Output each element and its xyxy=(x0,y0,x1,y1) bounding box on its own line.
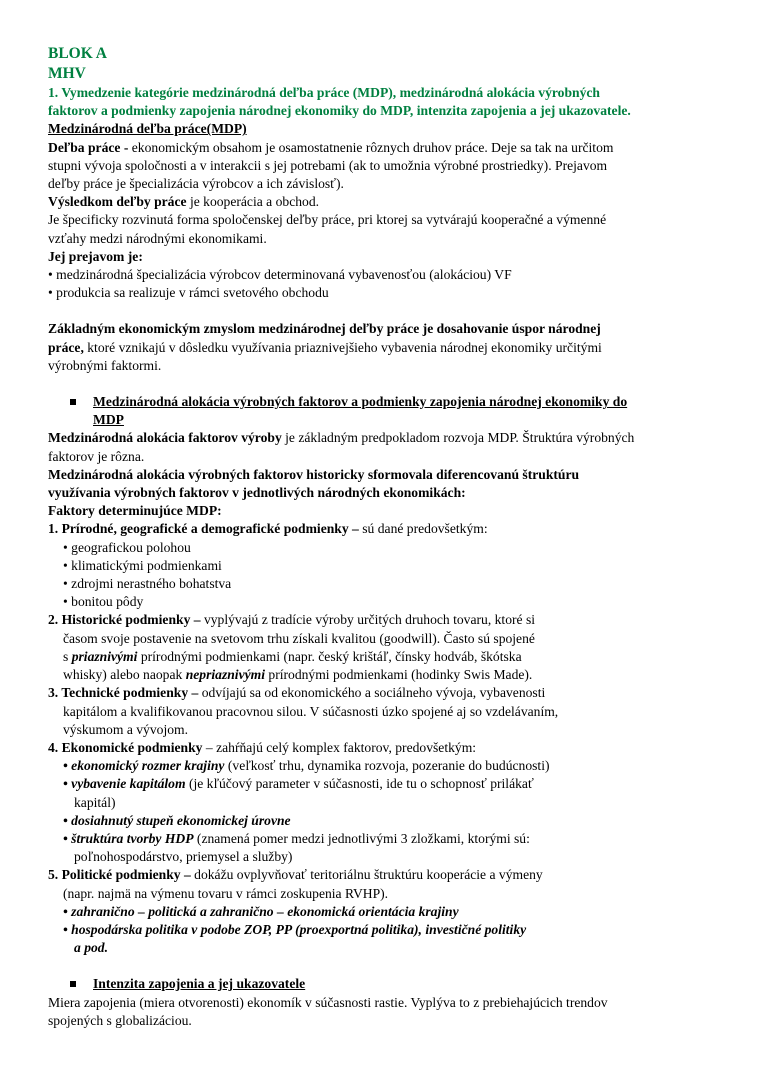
factor-heading: 1. Prírodné, geografické a demografické podmienky – xyxy=(48,521,359,537)
factor-4-line xyxy=(48,739,738,757)
bold-line: Faktory determinujúce MDP: xyxy=(48,503,222,519)
bold-line: Medzinárodná alokácia výrobných faktorov historicky sformovala diferencovanú štruktúru xyxy=(48,466,580,482)
factor-heading: 4. Ekonomické podmienky xyxy=(48,739,203,755)
text-run: je základným predpokladom rozvoja MDP. Štruktúra výrobných xyxy=(281,430,635,446)
paragraph-line: výskumom a vývojom. xyxy=(63,721,188,737)
text-run: (je kľúčový parameter v súčasnosti, ide tu o schopnosť prilákať xyxy=(185,776,534,792)
paragraph-line: stupni vývoja spoločnosti a v interakcii s jej potrebami (ak to umožnia výrobné prostriedky). Prejavom xyxy=(48,157,608,173)
paragraph-line xyxy=(48,139,738,157)
list-item-continuation: poľnohospodárstvo, priemysel a služby) xyxy=(74,849,293,865)
factor-heading: 3. Technické podmienky – xyxy=(48,685,199,701)
list-item xyxy=(48,757,738,775)
square-bullet-icon xyxy=(70,399,76,405)
paragraph-line: faktorov je rôzna. xyxy=(48,448,145,464)
spacer xyxy=(48,957,738,975)
bold-term: práce, xyxy=(48,339,84,355)
block-title: BLOK A xyxy=(48,45,108,62)
bold-italic-term: nepriaznivými xyxy=(185,667,266,683)
paragraph-line: (napr. najmä na výmenu tovaru v rámci zoskupenia RVHP). xyxy=(63,885,389,901)
bold-line: Jej prejavom je: xyxy=(48,248,143,264)
bullet-heading-line: Medzinárodná alokácia výrobných faktorov a podmienky zapojenia národnej ekonomiky do xyxy=(93,394,628,410)
factor-heading: 2. Historické podmienky – xyxy=(48,612,201,628)
text-run: – zahŕňajú celý komplex faktorov, predovšetkým: xyxy=(202,739,477,755)
section-bullet-intenzita xyxy=(48,975,738,993)
list-item: • zahraničnо – politická a zahraničnо – ekonomická orientácia krajiny xyxy=(63,903,459,919)
list-item: • bonitou pôdy xyxy=(63,594,144,610)
bold-line: využívania výrobných faktorov v jednotlivých národných ekonomikách: xyxy=(48,485,466,501)
factor-2-line xyxy=(48,611,738,629)
text-run: (veľkosť trhu, dynamika rozvoja, pozeranie do budúcnosti) xyxy=(224,758,550,774)
text-run: ktoré vznikajú v dôsledku využívania priaznivejšieho vybavenia národnej ekonomiky určitými xyxy=(83,339,602,355)
paragraph-line xyxy=(48,648,738,666)
paragraph-line xyxy=(48,429,738,447)
text-run: dokážu ovplyvňovať teritoriálnu štruktúru kooperácie a výmeny xyxy=(190,867,543,883)
paragraph-line: Je špecificky rozvinutá forma spoločenskej deľby práce, pri ktorej sa vytvárajú kooperačné a výmenné xyxy=(48,212,607,228)
paragraph-line: spojených s globalizáciou. xyxy=(48,1012,192,1028)
factor-heading: 5. Politické podmienky – xyxy=(48,867,191,883)
question-line-2: faktorov a podmienky zapojenia národnej ekonomiky do MDP, intenzita zapojenia a jej ukazovatele. xyxy=(48,103,631,119)
bullet-heading-line: Intenzita zapojenia a jej ukazovatele xyxy=(93,976,306,992)
paragraph-line xyxy=(48,193,738,211)
paragraph-line xyxy=(48,666,738,684)
bullet-heading-line: MDP xyxy=(93,412,124,428)
bold-italic-term: priaznivými xyxy=(71,648,138,664)
list-item: • dosiahnutý stupeň ekonomickej úrovne xyxy=(63,812,291,828)
subject-title: MHV xyxy=(48,65,86,82)
square-bullet-icon xyxy=(70,981,76,987)
text-run: ekonomickým obsahom je osamostatnenie rôznych druhov práce. Deje sa tak na určitom xyxy=(131,139,614,155)
list-item xyxy=(48,830,738,848)
list-item: • geografickou polohou xyxy=(63,539,191,555)
factor-5-line xyxy=(48,866,738,884)
text-run: s xyxy=(63,648,72,664)
bold-term: Deľba práce - xyxy=(48,139,132,155)
text-run: odvíjajú sa od ekonomického a sociálneho vývoja, vybavenosti xyxy=(198,685,546,701)
list-item-continuation: kapitál) xyxy=(74,794,116,810)
list-item xyxy=(48,775,738,793)
paragraph-line: časom svoje postavenie na svetovom trhu získali kvalitou (goodwill). Často sú spojené xyxy=(63,630,535,646)
factor-1-line xyxy=(48,520,738,538)
bold-italic-term: • vybavenie kapitálom xyxy=(63,776,186,792)
list-item: • produkcia sa realizuje v rámci svetového obchodu xyxy=(48,285,329,301)
bold-italic-term: • ekonomický rozmer krajiny xyxy=(63,758,225,774)
bold-term: Medzinárodná alokácia faktorov výroby xyxy=(48,430,282,446)
bold-term: Výsledkom deľby práce xyxy=(48,194,187,210)
list-item-continuation: a pod. xyxy=(74,940,108,956)
bold-line: Základným ekonomickým zmyslom medzinárodnej deľby práce je dosahovanie úspor národnej xyxy=(48,321,601,337)
paragraph-line: výrobnými faktormi. xyxy=(48,357,162,373)
spacer xyxy=(48,375,738,393)
spacer xyxy=(48,302,738,320)
text-run: sú dané predovšetkým: xyxy=(358,521,488,537)
list-item: • zdrojmi nerastného bohatstva xyxy=(63,576,232,592)
paragraph-line: deľby práce je špecializácia výrobcov a ich závislosť). xyxy=(48,176,344,192)
paragraph-line: Miera zapojenia (miera otvorenosti) ekonomík v súčasnosti rastie. Vyplýva to z prebiehajúcich trendov xyxy=(48,994,608,1010)
text-run: whisky) alebo naopak xyxy=(63,667,186,683)
bold-italic-term: • štruktúra tvorby HDP xyxy=(63,830,194,846)
text-run: je kooperácia a obchod. xyxy=(186,194,320,210)
list-item: • klimatickými podmienkami xyxy=(63,557,222,573)
text-run: (znamená pomer medzi jednotlivými 3 zložkami, ktorými sú: xyxy=(193,830,530,846)
factor-3-line xyxy=(48,684,738,702)
section-bullet-alokacia xyxy=(48,393,738,429)
paragraph-line: vzťahy medzi národnými ekonomikami. xyxy=(48,230,267,246)
paragraph-line: kapitálom a kvalifikovanou pracovnou silou. V súčasnosti úzko spojené aj so vzdelávaním, xyxy=(63,703,559,719)
text-run: prírodnými podmienkami (hodinky Swis Made). xyxy=(265,667,533,683)
list-item: • hospodárska politika v podobe ZOP, PP (proexportná politika), investičné politiky xyxy=(63,921,527,937)
text-run: vyplývajú z tradície výroby určitých druhoch tovaru, ktoré si xyxy=(200,612,536,628)
list-item: • medzinárodná špecializácia výrobcov determinovaná vybavenosťou (alokáciou) VF xyxy=(48,267,512,283)
paragraph-line xyxy=(48,339,738,357)
section-heading-mdp: Medzinárodná deľba práce(MDP) xyxy=(48,121,247,137)
question-line-1: 1. Vymedzenie kategórie medzinárodná deľba práce (MDP), medzinárodná alokácia výrobných xyxy=(48,85,600,100)
text-run: prírodnými podmienkami (napr. český krištáľ, čínsky hodváb, škótska xyxy=(137,648,522,664)
